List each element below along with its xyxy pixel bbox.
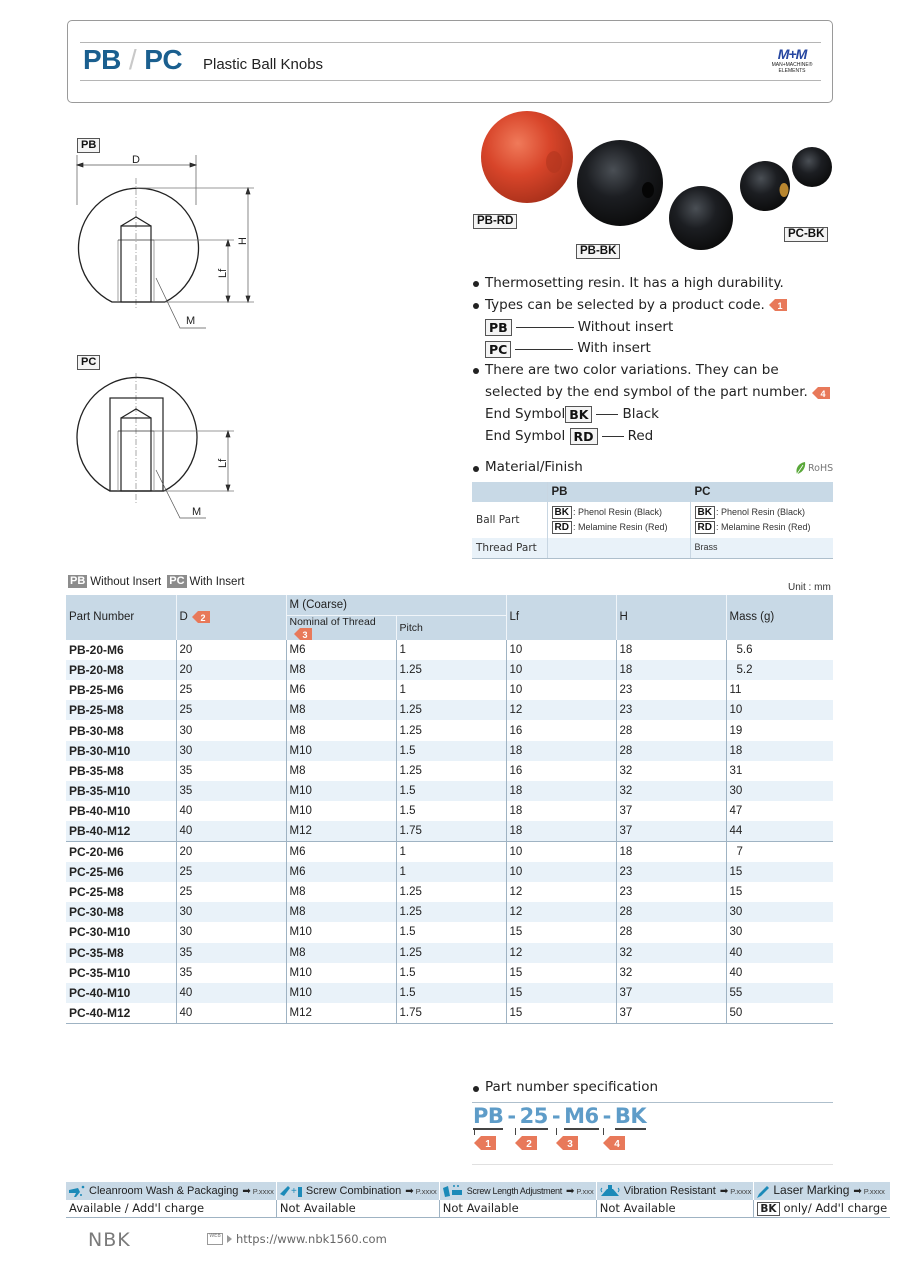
cell-pitch: 1 bbox=[396, 640, 506, 660]
cell-part-number: PC-40-M12 bbox=[66, 1003, 176, 1023]
table-row bbox=[66, 640, 833, 660]
photo-label-pb-bk: PB-BK bbox=[576, 244, 620, 259]
cell-pitch: 1 bbox=[396, 862, 506, 882]
cell-mass: 47 bbox=[726, 801, 833, 821]
cell-pitch: 1 bbox=[396, 680, 506, 700]
cell-mass: 7 bbox=[726, 842, 833, 862]
cell-h: 37 bbox=[616, 1003, 726, 1023]
divider bbox=[472, 1102, 833, 1103]
cell-pitch: 1.5 bbox=[396, 781, 506, 801]
option-screw-length[interactable]: Screw Length Adjustment ➡ P.xxx bbox=[439, 1182, 596, 1200]
feature-item-cont: selected by the end symbol of the part number. 4 bbox=[472, 382, 837, 404]
end-code-bk: BK bbox=[565, 406, 592, 423]
cell-lf: 18 bbox=[506, 821, 616, 841]
pn-segment-color: BK bbox=[614, 1104, 647, 1128]
cell-part-number: PC-20-M6 bbox=[66, 842, 176, 862]
svg-text:1: 1 bbox=[485, 1139, 491, 1150]
cell-d: 20 bbox=[176, 640, 286, 660]
cell-nominal: M6 bbox=[286, 680, 396, 700]
type-code-pb: PB bbox=[485, 319, 512, 336]
table-row bbox=[66, 842, 833, 862]
cell-part-number: PB-25-M6 bbox=[69, 683, 124, 698]
cell-part-number: PC-35-M8 bbox=[66, 943, 176, 963]
cell-d: 30 bbox=[176, 922, 286, 942]
cell-lf: 15 bbox=[506, 963, 616, 983]
cell-part-number: PC-35-M10 bbox=[69, 965, 131, 980]
svg-text:3: 3 bbox=[301, 629, 308, 640]
cell-lf: 16 bbox=[506, 720, 616, 740]
cell-nominal: M8 bbox=[286, 882, 396, 902]
cell-pitch: 1.5 bbox=[396, 983, 506, 1003]
cell-d: 40 bbox=[176, 983, 286, 1003]
cell-pitch: 1.5 bbox=[396, 922, 506, 942]
table-row bbox=[66, 983, 833, 1003]
cell-nominal: M12 bbox=[286, 1003, 396, 1023]
mat-row-ball: Ball Part BK : Phenol Resin (Black) RD : Melamine Resin (Red) BK : Phenol Resin (Black) RD : Melamine Resin (Red) bbox=[472, 502, 833, 538]
ref-badge-1 bbox=[769, 299, 787, 311]
cell-nominal: M8 bbox=[286, 700, 396, 720]
cell-lf: 16 bbox=[506, 761, 616, 781]
photo-label-pb-rd: PB-RD bbox=[473, 214, 517, 229]
screw-length-icon bbox=[442, 1184, 464, 1198]
pc-drawing bbox=[66, 368, 266, 528]
cell-mass: 15 bbox=[726, 882, 833, 902]
table-row bbox=[66, 700, 833, 720]
svg-text:+: + bbox=[290, 1186, 297, 1197]
cell-part-number: PC-40-M10 bbox=[66, 983, 176, 1003]
table-row bbox=[66, 902, 833, 922]
nbk-logo: NBK bbox=[88, 1229, 131, 1251]
cell-mass: 55 bbox=[726, 983, 833, 1003]
type-desc: Without insert bbox=[577, 318, 674, 335]
cell-nominal: M10 bbox=[286, 983, 396, 1003]
code-pc: PC bbox=[144, 44, 183, 75]
cell-nominal: M10 bbox=[286, 741, 396, 761]
ref-badge-4 bbox=[603, 1130, 625, 1154]
col-lf: Lf bbox=[506, 595, 616, 640]
url-text[interactable]: https://www.nbk1560.com bbox=[236, 1232, 387, 1246]
cell-h: 28 bbox=[616, 922, 726, 942]
cell-h: 32 bbox=[616, 781, 726, 801]
cell-d: 20 bbox=[176, 842, 286, 862]
cell-lf: 10 bbox=[506, 640, 616, 660]
code-separator: / bbox=[128, 44, 137, 75]
cell-h: 28 bbox=[616, 720, 726, 740]
feature-item: There are two color variations. They can be bbox=[472, 360, 837, 382]
cell-mass: 5.6 bbox=[726, 640, 833, 660]
cell-d: 20 bbox=[176, 660, 286, 680]
pn-segment-type: PB bbox=[473, 1104, 504, 1128]
col-h: H bbox=[616, 595, 726, 640]
cell-pitch: 1.5 bbox=[396, 741, 506, 761]
cell-pitch: 1.75 bbox=[396, 1003, 506, 1023]
table-row bbox=[66, 720, 833, 740]
mat-col-pb: PB bbox=[547, 482, 690, 502]
part-number-example: PB - 25 - M6 - BK bbox=[473, 1104, 647, 1128]
cell-h: 23 bbox=[616, 882, 726, 902]
table-row bbox=[66, 801, 833, 821]
dim-m-label: M bbox=[186, 315, 196, 327]
cell-pitch: 1.25 bbox=[396, 660, 506, 680]
website-link[interactable] bbox=[207, 1232, 387, 1246]
cell-part-number: PB-40-M10 bbox=[69, 804, 131, 819]
product-photo bbox=[470, 110, 840, 260]
cell-mass: 44 bbox=[726, 821, 833, 841]
cell-d: 35 bbox=[176, 963, 286, 983]
unit-label: Unit : mm bbox=[788, 582, 831, 593]
table-row bbox=[66, 761, 833, 781]
svg-text:2: 2 bbox=[200, 613, 206, 624]
cell-nominal: M10 bbox=[286, 781, 396, 801]
table-row bbox=[66, 741, 833, 761]
cell-pitch: 1.5 bbox=[396, 963, 506, 983]
pn-segment-d: 25 bbox=[519, 1104, 548, 1128]
dim-lf-label: Lf bbox=[217, 268, 229, 278]
cell-lf: 18 bbox=[506, 781, 616, 801]
cell-mass: 11 bbox=[726, 680, 833, 700]
cell-h: 23 bbox=[616, 680, 726, 700]
cell-mass: 30 bbox=[726, 902, 833, 922]
cell-pitch: 1.25 bbox=[396, 882, 506, 902]
cell-h: 32 bbox=[616, 963, 726, 983]
cell-pitch: 1.25 bbox=[396, 720, 506, 740]
cell-lf: 10 bbox=[506, 842, 616, 862]
logo-sub1: MAN+MACHINE® bbox=[771, 62, 813, 68]
web-icon: WEB bbox=[207, 1233, 223, 1245]
cell-d: 40 bbox=[176, 1003, 286, 1023]
cell-lf: 12 bbox=[506, 700, 616, 720]
cell-nominal: M10 bbox=[286, 922, 396, 942]
col-m-coarse: M (Coarse) bbox=[286, 595, 506, 615]
pc-diagram-label bbox=[77, 350, 100, 370]
cell-lf: 12 bbox=[506, 943, 616, 963]
man-machine-logo bbox=[762, 46, 822, 78]
svg-text:2: 2 bbox=[526, 1139, 532, 1150]
mat-col-pc: PC bbox=[690, 482, 833, 502]
screw-combination-icon bbox=[279, 1184, 303, 1198]
dim-d-label: D bbox=[132, 154, 140, 166]
table-row bbox=[66, 660, 833, 680]
cell-part-number: PB-35-M10 bbox=[66, 781, 176, 801]
col-mass: Mass (g) bbox=[726, 595, 833, 640]
cell-part-number: PC-30-M8 bbox=[66, 902, 176, 922]
page-title: Plastic Ball Knobs bbox=[203, 56, 324, 73]
logo-mark: M+M bbox=[777, 46, 807, 62]
table-row bbox=[66, 680, 833, 700]
type-row-pc bbox=[472, 338, 837, 360]
cell-mass: 10 bbox=[726, 700, 833, 720]
cell-h: 23 bbox=[616, 862, 726, 882]
type-desc: With insert bbox=[577, 340, 651, 357]
cell-part-number: PB-25-M8 bbox=[66, 700, 176, 720]
feature-list bbox=[472, 273, 837, 447]
cell-h: 37 bbox=[616, 821, 726, 841]
option-value-vibration: Not Available bbox=[596, 1200, 754, 1217]
cell-d: 25 bbox=[176, 882, 286, 902]
cell-nominal: M10 bbox=[286, 963, 396, 983]
pn-segment-thread: M6 bbox=[564, 1104, 599, 1128]
pb-tag: PB bbox=[77, 138, 100, 153]
cell-d: 25 bbox=[176, 862, 286, 882]
cell-h: 32 bbox=[616, 943, 726, 963]
pc-knob-small bbox=[792, 147, 832, 187]
cell-lf: 10 bbox=[506, 862, 616, 882]
cell-d: 40 bbox=[176, 821, 286, 841]
vibration-icon bbox=[599, 1184, 621, 1198]
table-row bbox=[66, 882, 833, 902]
cell-part-number: PB-35-M8 bbox=[69, 763, 124, 778]
cell-lf: 10 bbox=[506, 660, 616, 680]
photo-label-pc-bk: PC-BK bbox=[784, 227, 828, 242]
option-screw-combination[interactable]: + Screw Combination ➡ P.xxxx bbox=[276, 1182, 439, 1200]
cell-lf: 12 bbox=[506, 882, 616, 902]
table-row bbox=[66, 862, 833, 882]
cell-part-number: PB-30-M10 bbox=[66, 741, 176, 761]
feature-item: Thermosetting resin. It has a high durability. bbox=[472, 273, 837, 295]
cell-h: 37 bbox=[616, 801, 726, 821]
table-row bbox=[66, 1003, 833, 1023]
product-code-title bbox=[83, 44, 182, 76]
cell-lf: 18 bbox=[506, 801, 616, 821]
spec-table bbox=[66, 595, 833, 1024]
svg-text:4: 4 bbox=[820, 388, 826, 399]
cell-lf: 15 bbox=[506, 922, 616, 942]
cell-d: 35 bbox=[176, 781, 286, 801]
cell-h: 18 bbox=[616, 640, 726, 660]
cell-h: 37 bbox=[616, 983, 726, 1003]
col-d: D 2 bbox=[176, 595, 286, 640]
cell-part-number: PC-25-M8 bbox=[69, 885, 124, 900]
option-value-screw-combination: Not Available bbox=[276, 1200, 439, 1217]
cell-nominal: M10 bbox=[286, 801, 396, 821]
pb-drawing bbox=[66, 150, 266, 335]
type-row-pb bbox=[472, 317, 837, 339]
ref-badge-2 bbox=[192, 611, 210, 623]
option-laser-marking[interactable]: Laser Marking ➡ P.xxxx bbox=[754, 1182, 890, 1200]
option-value-cleanroom: Available / Add'l charge bbox=[66, 1200, 276, 1217]
cell-d: 40 bbox=[176, 801, 286, 821]
option-value-screw-length: Not Available bbox=[439, 1200, 596, 1217]
table-row bbox=[66, 963, 833, 983]
cell-mass: 18 bbox=[726, 741, 833, 761]
type-code-pc: PC bbox=[485, 341, 511, 358]
cell-d: 25 bbox=[176, 700, 286, 720]
cell-d: 30 bbox=[176, 720, 286, 740]
pc-dim-lf-label: Lf bbox=[217, 458, 229, 468]
cell-nominal: M12 bbox=[286, 821, 396, 841]
leaf-icon bbox=[795, 462, 806, 475]
end-symbol-bk: End Symbol BK Black bbox=[485, 405, 659, 423]
rohs-badge: RoHS bbox=[795, 462, 833, 475]
svg-text:3: 3 bbox=[567, 1139, 573, 1150]
ref-badge-4 bbox=[812, 387, 830, 399]
pc-dim-m-label: M bbox=[192, 506, 202, 518]
options-table bbox=[66, 1182, 890, 1218]
cell-mass: 30 bbox=[726, 781, 833, 801]
header-bar bbox=[80, 42, 821, 81]
cell-mass: 15 bbox=[726, 862, 833, 882]
cell-d: 30 bbox=[176, 741, 286, 761]
table-row bbox=[66, 922, 833, 942]
col-nominal: Nominal of Thread 3 bbox=[286, 615, 396, 640]
cell-pitch: 1.25 bbox=[396, 943, 506, 963]
end-symbol-rd: End Symbol RD Red bbox=[485, 427, 654, 444]
cell-d: 30 bbox=[176, 902, 286, 922]
cell-h: 23 bbox=[616, 700, 726, 720]
cell-nominal: M6 bbox=[286, 640, 396, 660]
material-title: Material/Finish bbox=[472, 459, 583, 475]
cell-mass: 5.2 bbox=[726, 660, 833, 680]
table-row bbox=[66, 943, 833, 963]
pc-tag: PC bbox=[77, 355, 100, 370]
code-pb: PB bbox=[83, 44, 121, 75]
cell-lf: 15 bbox=[506, 1003, 616, 1023]
cell-pitch: 1 bbox=[396, 842, 506, 862]
cell-nominal: M8 bbox=[286, 902, 396, 922]
cell-lf: 15 bbox=[506, 983, 616, 1003]
cell-lf: 10 bbox=[506, 680, 616, 700]
cell-pitch: 1.25 bbox=[396, 902, 506, 922]
insert-legend: PB Without Insert PC With Insert bbox=[70, 575, 245, 588]
cell-part-number: PB-20-M6 bbox=[69, 642, 124, 657]
divider bbox=[472, 1164, 833, 1165]
ref-badge-3 bbox=[294, 628, 312, 640]
cell-h: 18 bbox=[616, 660, 726, 680]
cell-mass: 40 bbox=[726, 943, 833, 963]
black-knob-medium bbox=[669, 186, 733, 250]
cell-part-number: PC-25-M6 bbox=[66, 862, 176, 882]
option-cleanroom[interactable]: Cleanroom Wash & Packaging ➡ P.xxxx bbox=[66, 1182, 276, 1200]
mat-row-thread: Thread Part Brass bbox=[472, 538, 833, 558]
laser-marking-icon bbox=[756, 1185, 770, 1199]
cell-mass: 40 bbox=[726, 963, 833, 983]
cell-nominal: M6 bbox=[286, 842, 396, 862]
feature-item: Types can be selected by a product code. 1 bbox=[472, 295, 837, 317]
cell-nominal: M8 bbox=[286, 943, 396, 963]
cell-part-number: PC-30-M10 bbox=[69, 925, 131, 940]
cell-d: 35 bbox=[176, 761, 286, 781]
ref-badge-2 bbox=[515, 1130, 537, 1154]
ref-badge-3 bbox=[556, 1130, 578, 1154]
mat-col-empty bbox=[472, 482, 547, 502]
cell-lf: 18 bbox=[506, 741, 616, 761]
cell-h: 28 bbox=[616, 902, 726, 922]
cell-pitch: 1.75 bbox=[396, 821, 506, 841]
cell-part-number: PB-40-M12 bbox=[66, 821, 176, 841]
cell-mass: 31 bbox=[726, 761, 833, 781]
cell-part-number: PB-20-M8 bbox=[66, 660, 176, 680]
cell-mass: 50 bbox=[726, 1003, 833, 1023]
end-code-rd: RD bbox=[570, 428, 598, 445]
cleanroom-icon bbox=[68, 1184, 86, 1198]
cell-nominal: M8 bbox=[286, 761, 396, 781]
cell-pitch: 1.25 bbox=[396, 700, 506, 720]
cell-mass: 30 bbox=[726, 922, 833, 942]
col-part-number: Part Number bbox=[66, 595, 176, 640]
ref-badge-1 bbox=[474, 1130, 496, 1154]
cell-h: 32 bbox=[616, 761, 726, 781]
cell-h: 28 bbox=[616, 741, 726, 761]
triangle-right-icon bbox=[227, 1235, 232, 1243]
svg-text:1: 1 bbox=[777, 300, 783, 311]
cell-mass: 19 bbox=[726, 720, 833, 740]
cell-nominal: M8 bbox=[286, 720, 396, 740]
cell-d: 35 bbox=[176, 943, 286, 963]
cell-lf: 12 bbox=[506, 902, 616, 922]
cell-nominal: M6 bbox=[286, 862, 396, 882]
svg-text:4: 4 bbox=[614, 1139, 620, 1150]
logo-sub2: ELEMENTS bbox=[778, 68, 806, 74]
option-value-laser-marking: BK only/ Add'l charge bbox=[754, 1200, 890, 1217]
option-vibration[interactable]: Vibration Resistant ➡ P.xxxx bbox=[596, 1182, 754, 1200]
cell-part-number: PB-30-M8 bbox=[69, 723, 124, 738]
cell-nominal: M8 bbox=[286, 660, 396, 680]
table-row bbox=[66, 821, 833, 841]
part-number-spec-title: Part number specification bbox=[472, 1079, 658, 1095]
table-row bbox=[66, 781, 833, 801]
cell-pitch: 1.5 bbox=[396, 801, 506, 821]
material-table bbox=[472, 482, 833, 559]
col-pitch: Pitch bbox=[396, 615, 506, 640]
cell-pitch: 1.25 bbox=[396, 761, 506, 781]
cell-h: 18 bbox=[616, 842, 726, 862]
cell-d: 25 bbox=[176, 680, 286, 700]
dim-h-label: H bbox=[237, 237, 249, 245]
